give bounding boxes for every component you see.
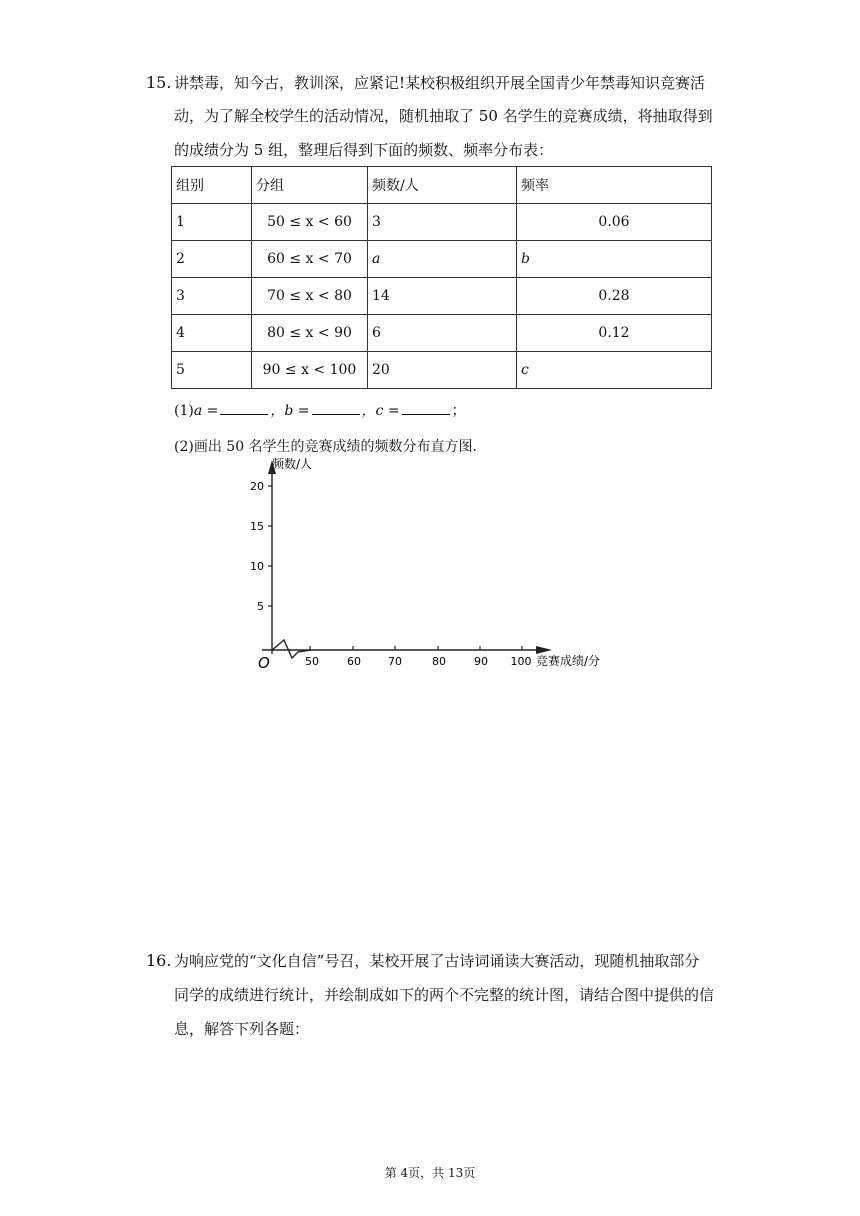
sub-question-prefix: (1) [174,403,194,419]
table-cell: 20 [368,352,517,389]
table-header-cell: 频数/人 [368,167,517,204]
table-cell: 14 [368,278,517,315]
table-row [172,352,712,389]
question-text-line: 讲禁毒，知今古，教训深，应紧记!某校积极组织开展全国青少年禁毒知识竞赛活 [174,74,706,92]
table-cell: 3 [368,204,517,241]
table-cell: 90 ≤ x < 100 [252,352,368,389]
table-header-cell: 分组 [252,167,368,204]
table-cell: 0.28 [517,278,712,315]
table-cell: 70 ≤ x < 80 [252,278,368,315]
x-tick-label: 70 [388,655,402,668]
table-row [172,241,712,278]
question-text-line: 息，解答下列各题： [174,1020,310,1038]
y-tick-label: 5 [257,600,264,613]
table-cell: 1 [172,204,252,241]
sub-question-1 [174,400,466,420]
question-number: 16. [146,951,172,970]
table-cell: 3 [172,278,252,315]
question-text-line: 的成绩分为 5 组，整理后得到下面的频数、频率分布表： [174,141,554,159]
table-row [172,315,712,352]
table-row [172,278,712,315]
table-cell: 0.12 [517,315,712,352]
x-tick-label: 80 [432,655,446,668]
y-axis-label: 频数/人 [272,457,313,471]
table-cell: 60 ≤ x < 70 [252,241,368,278]
answer-blank-b[interactable] [312,402,360,415]
answer-label-a: a = [193,403,219,419]
table-cell: 50 ≤ x < 60 [252,204,368,241]
table-header-row [172,167,712,204]
table-cell: c [517,352,712,389]
origin-label: O [258,654,270,672]
table-cell: b [517,241,712,278]
y-tick-label: 10 [250,560,264,573]
answer-label-c: ，c = [361,403,400,419]
page-footer: 第 4页，共 13页 [384,1166,476,1180]
table-cell: 0.06 [517,204,712,241]
x-tick-label: 100 [510,655,532,668]
answer-blank-a[interactable] [220,402,268,415]
table-header-cell: 组别 [172,167,252,204]
question-text-line: 为响应党的“文化自信”号召，某校开展了古诗词诵读大赛活动，现随机抽取部分 [174,952,700,970]
table-row [172,204,712,241]
x-tick-label: 50 [305,655,319,668]
table-cell: 4 [172,315,252,352]
table-cell: a [368,241,517,278]
sub-question-end: ； [451,403,466,419]
table-cell: 80 ≤ x < 90 [252,315,368,352]
question-text-line: 动，为了解全校学生的活动情况，随机抽取了 50 名学生的竞赛成绩，将抽取得到 [174,107,713,125]
answer-blank-c[interactable] [402,402,450,415]
question-number: 15. [146,73,172,92]
table-header-cell: 频率 [517,167,712,204]
frequency-table [171,166,712,389]
x-tick-label: 90 [474,655,488,668]
histogram-axes [240,452,620,682]
answer-label-b: ，b = [270,403,310,419]
x-axis-label: 竞赛成绩/分 [536,654,601,668]
x-tick-label: 60 [347,655,361,668]
question-text-line: 同学的成绩进行统计，并绘制成如下的两个不完整的统计图，请结合图中提供的信 [174,986,715,1004]
y-tick-label: 15 [250,520,264,533]
sub-question-2: (2)画出 50 名学生的竞赛成绩的频数分布直方图. [174,439,477,455]
y-tick-label: 20 [250,480,264,493]
x-axis-arrow-icon [536,646,552,654]
table-cell: 5 [172,352,252,389]
table-cell: 6 [368,315,517,352]
table-cell: 2 [172,241,252,278]
